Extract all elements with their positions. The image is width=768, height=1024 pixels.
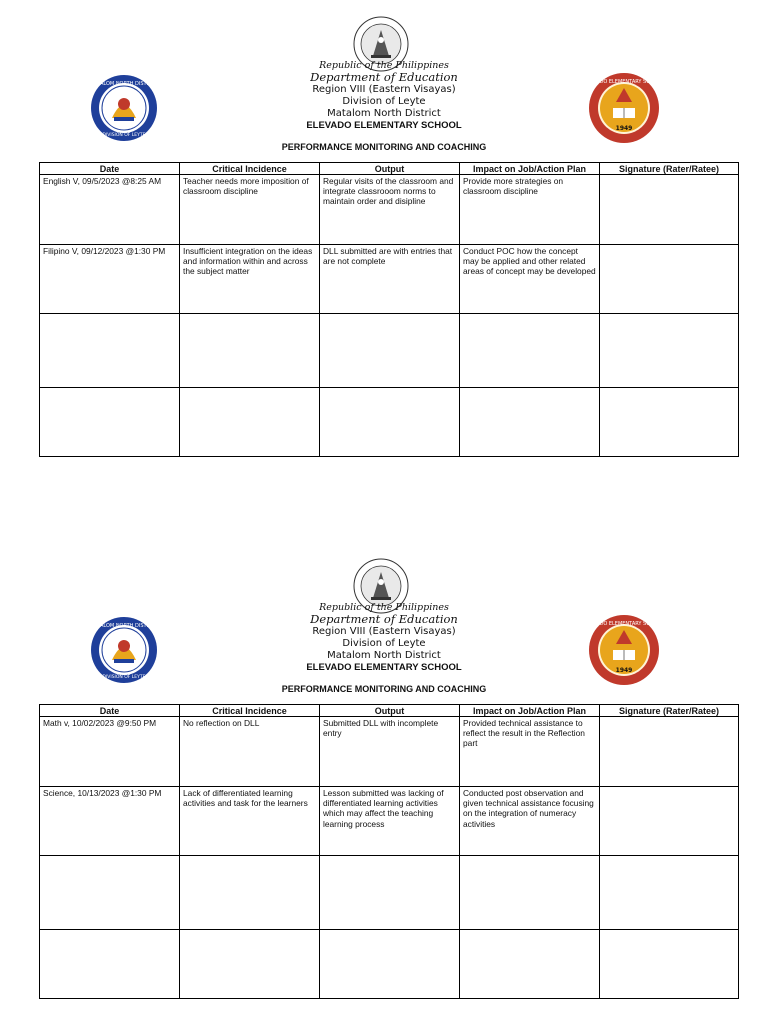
impact-cell: Provide more strategies on classroom discipline [460,175,600,245]
division-line: Division of Leyte [342,96,426,107]
monitoring-table [39,704,739,999]
column-header-impact: Impact on Job/Action Plan [460,163,600,175]
output-cell [320,314,460,388]
date-cell: Filipino V, 09/12/2023 @1:30 PM [40,245,180,314]
column-header-impact: Impact on Job/Action Plan [460,705,600,717]
incidence-cell: No reflection on DLL [180,717,320,787]
incidence-cell [180,314,320,388]
school-name: ELEVADO ELEMENTARY SCHOOL [306,662,462,673]
school-seal-year: 1949 [615,125,633,132]
impact-cell [460,388,600,457]
signature-cell [600,388,739,457]
signature-cell [600,856,739,930]
incidence-cell [180,856,320,930]
letterhead [234,602,534,674]
impact-cell: Conducted post observation and given technical assistance focusing on the integration of numeracy activities [460,787,600,856]
output-cell [320,856,460,930]
signature-cell [600,787,739,856]
region-line: Region VIII (Eastern Visayas) [312,626,456,637]
incidence-cell [180,388,320,457]
signature-cell [600,175,739,245]
school-name: ELEVADO ELEMENTARY SCHOOL [306,120,462,131]
school-seal-year: 1949 [615,667,633,674]
output-cell: DLL submitted are with entries that are not complete [320,245,460,314]
school-seal-text: ELEVADO ELEMENTARY SCHOOL [583,79,665,85]
signature-cell [600,930,739,999]
division-line: Division of Leyte [342,638,426,649]
impact-cell: Provided technical assistance to reflect the result in the Reflection part [460,717,600,787]
impact-cell [460,314,600,388]
district-line: Matalom North District [327,108,441,119]
incidence-cell: Lack of differentiated learning activities and task for the learners [180,787,320,856]
republic-line: Republic of the Philippines [319,602,449,613]
district-seal-icon [90,74,158,142]
table-row [40,717,739,787]
region-line: Region VIII (Eastern Visayas) [312,84,456,95]
date-cell [40,930,180,999]
letterhead [234,60,534,132]
table-header-row [40,705,739,717]
impact-cell [460,856,600,930]
school-seal-icon [583,614,665,686]
impact-cell [460,930,600,999]
monitoring-table [39,162,739,457]
output-cell: Lesson submitted was lacking of differentiated learning activities which may affect the teaching learning process [320,787,460,856]
district-seal-text: MATALOM NORTH DISTRICT [89,623,159,629]
table-row [40,314,739,388]
district-seal-subtext: DIVISION OF LEYTE [102,675,146,680]
column-header-date: Date [40,163,180,175]
incidence-cell: Insufficient integration on the ideas and information within and across the subject matter [180,245,320,314]
table-row [40,245,739,314]
signature-cell [600,314,739,388]
date-cell [40,314,180,388]
republic-line: Republic of the Philippines [319,60,449,71]
district-seal-icon [90,616,158,684]
school-seal-text: ELEVADO ELEMENTARY SCHOOL [583,621,665,627]
output-cell: Regular visits of the classroom and integrate classrooom norms to maintain order and disipline [320,175,460,245]
column-header-signature: Signature (Rater/Ratee) [600,163,739,175]
table-row [40,930,739,999]
incidence-cell: Teacher needs more imposition of classroom discipline [180,175,320,245]
date-cell [40,856,180,930]
district-line: Matalom North District [327,650,441,661]
date-cell [40,388,180,457]
table-header-row [40,163,739,175]
district-seal-text: MATALOM NORTH DISTRICT [89,81,159,87]
department-line: Department of Education [310,70,458,84]
school-seal-icon [583,72,665,144]
column-header-output: Output [320,705,460,717]
signature-cell [600,717,739,787]
date-cell: English V, 09/5/2023 @8:25 AM [40,175,180,245]
signature-cell [600,245,739,314]
department-line: Department of Education [310,612,458,626]
column-header-output: Output [320,163,460,175]
form-title: PERFORMANCE MONITORING AND COACHING [281,142,487,152]
output-cell: Submitted DLL with incomplete entry [320,717,460,787]
date-cell: Math v, 10/02/2023 @9:50 PM [40,717,180,787]
column-header-date: Date [40,705,180,717]
table-row [40,856,739,930]
output-cell [320,388,460,457]
impact-cell: Conduct POC how the concept may be applied and other related areas of concept may be developed [460,245,600,314]
table-row [40,388,739,457]
date-cell: Science, 10/13/2023 @1:30 PM [40,787,180,856]
district-seal-subtext: DIVISION OF LEYTE [102,133,146,138]
column-header-incidence: Critical Incidence [180,163,320,175]
table-row [40,787,739,856]
column-header-signature: Signature (Rater/Ratee) [600,705,739,717]
table-row [40,175,739,245]
incidence-cell [180,930,320,999]
form-title: PERFORMANCE MONITORING AND COACHING [281,684,487,694]
column-header-incidence: Critical Incidence [180,705,320,717]
output-cell [320,930,460,999]
